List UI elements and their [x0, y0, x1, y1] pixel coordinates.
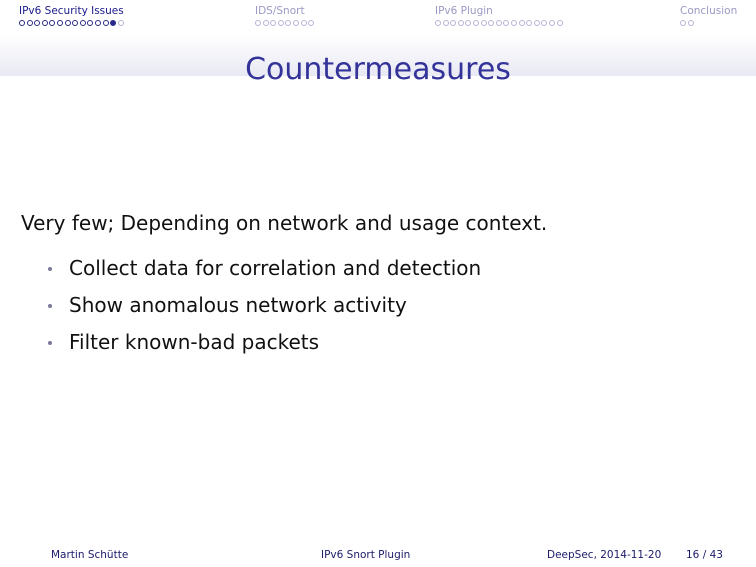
footer-author: Martin Schütte [51, 549, 129, 561]
list-item-text: Collect data for correlation and detection [69, 256, 482, 280]
nav-section-title[interactable]: IDS/Snort [255, 5, 305, 17]
list-item [48, 250, 481, 287]
nav-slide-dot-icon[interactable] [534, 20, 540, 26]
nav-slide-dot-icon[interactable] [526, 20, 532, 26]
nav-slide-dot-icon[interactable] [541, 20, 547, 26]
nav-slide-dot-icon[interactable] [308, 20, 314, 26]
nav-section-title[interactable]: Conclusion [680, 5, 738, 17]
nav-section-dots [435, 20, 563, 26]
nav-section-ipv6-security-issues[interactable] [19, 5, 124, 26]
nav-slide-dot-icon[interactable] [65, 20, 71, 26]
nav-slide-dot-icon[interactable] [118, 20, 124, 26]
nav-slide-dot-icon[interactable] [72, 20, 78, 26]
nav-slide-dot-icon[interactable] [688, 20, 694, 26]
nav-section-dots [680, 20, 737, 26]
nav-section-title[interactable]: IPv6 Security Issues [19, 5, 124, 17]
nav-slide-dot-icon[interactable] [263, 20, 269, 26]
nav-slide-dot-icon[interactable] [458, 20, 464, 26]
nav-slide-dot-icon[interactable] [57, 20, 63, 26]
nav-slide-dot-icon[interactable] [255, 20, 261, 26]
nav-slide-dot-icon[interactable] [519, 20, 525, 26]
nav-slide-dot-icon[interactable] [80, 20, 86, 26]
nav-slide-dot-icon[interactable] [87, 20, 93, 26]
nav-slide-dot-icon[interactable] [496, 20, 502, 26]
nav-section-conclusion[interactable] [680, 5, 737, 26]
nav-slide-dot-icon[interactable] [95, 20, 101, 26]
bullet-icon [48, 267, 52, 271]
nav-slide-dot-icon[interactable] [465, 20, 471, 26]
footer-bar [0, 548, 756, 566]
nav-slide-dot-icon[interactable] [511, 20, 517, 26]
nav-slide-dot-icon[interactable] [278, 20, 284, 26]
nav-slide-dot-icon[interactable] [34, 20, 40, 26]
bullet-icon [48, 304, 52, 308]
nav-section-dots [255, 20, 314, 26]
nav-slide-dot-icon[interactable] [270, 20, 276, 26]
nav-slide-dot-icon[interactable] [103, 20, 109, 26]
footer-title: IPv6 Snort Plugin [321, 549, 411, 561]
nav-section-ids-snort[interactable] [255, 5, 314, 26]
nav-slide-dot-icon[interactable] [443, 20, 449, 26]
nav-slide-dot-icon[interactable] [503, 20, 509, 26]
nav-slide-dot-icon[interactable] [293, 20, 299, 26]
nav-section-dots [19, 20, 124, 26]
bullet-icon [48, 341, 52, 345]
nav-slide-dot-icon[interactable] [680, 20, 686, 26]
nav-slide-dot-icon[interactable] [557, 20, 563, 26]
nav-slide-dot-icon[interactable] [27, 20, 33, 26]
nav-slide-dot-icon[interactable] [450, 20, 456, 26]
nav-slide-dot-icon[interactable] [42, 20, 48, 26]
nav-slide-dot-icon[interactable] [473, 20, 479, 26]
nav-slide-dot-icon[interactable] [481, 20, 487, 26]
nav-slide-dot-icon[interactable] [549, 20, 555, 26]
footer-page-number: 16 / 43 [686, 549, 723, 561]
list-item-text: Filter known-bad packets [69, 330, 320, 354]
bullet-list [48, 250, 481, 361]
nav-slide-dot-icon[interactable] [110, 20, 116, 26]
nav-slide-dot-icon[interactable] [301, 20, 307, 26]
slide-title: Countermeasures [245, 52, 511, 87]
list-item-text: Show anomalous network activity [69, 293, 407, 317]
nav-section-ipv6-plugin[interactable] [435, 5, 563, 26]
list-item [48, 324, 481, 361]
nav-slide-dot-icon[interactable] [488, 20, 494, 26]
footer-date: DeepSec, 2014-11-20 [547, 549, 662, 561]
nav-slide-dot-icon[interactable] [19, 20, 25, 26]
nav-section-title[interactable]: IPv6 Plugin [435, 5, 493, 17]
slide-intro-text: Very few; Depending on network and usage context. [21, 211, 548, 235]
list-item [48, 287, 481, 324]
nav-slide-dot-icon[interactable] [435, 20, 441, 26]
nav-slide-dot-icon[interactable] [285, 20, 291, 26]
nav-slide-dot-icon[interactable] [49, 20, 55, 26]
